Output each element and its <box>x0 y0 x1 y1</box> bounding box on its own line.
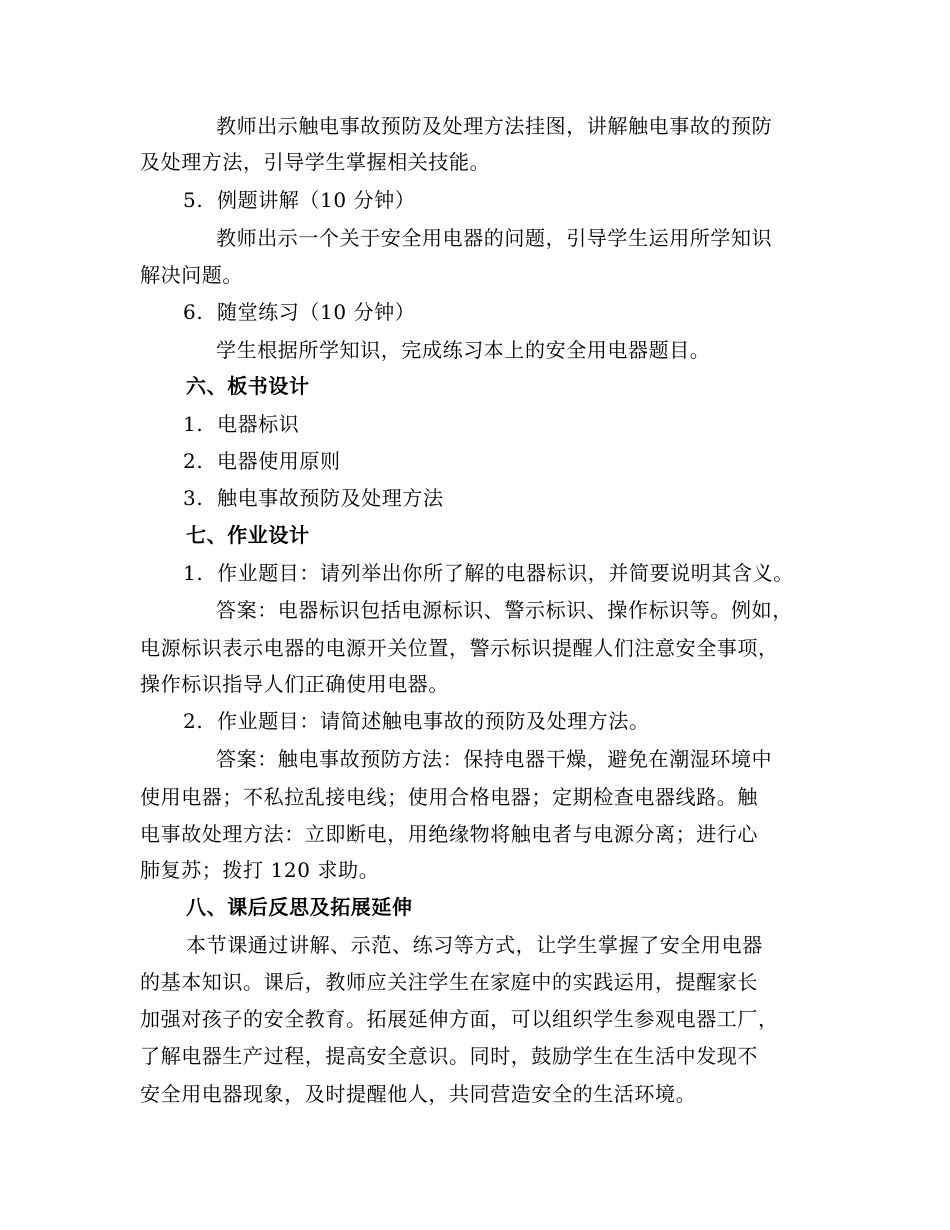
paragraph-line: 安全用电器现象，及时提醒他人，共同营造安全的生活环境。 <box>140 1082 697 1106</box>
list-item <box>183 447 341 475</box>
paragraph-line: 学生根据所学知识，完成练习本上的安全用电器题目。 <box>216 338 711 362</box>
list-number: 1. <box>183 561 204 585</box>
section-heading-8: 八、课后反思及拓展延伸 <box>186 895 413 919</box>
list-number: 2. <box>183 709 204 733</box>
list-text: 电器标识 <box>217 412 300 436</box>
paragraph-line: 教师出示一个关于安全用电器的问题，引导学生运用所学知识 <box>216 226 773 250</box>
question-text: 作业题目：请列举出你所了解的电器标识，并简要说明其含义。 <box>217 561 794 585</box>
list-number: 3. <box>183 486 204 510</box>
paragraph-line: 加强对孩子的安全教育。拓展延伸方面，可以组织学生参观电器工厂， <box>140 1007 779 1031</box>
question-1 <box>183 559 794 587</box>
answer-line: 电事故处理方法：立即断电，用绝缘物将触电者与电源分离；进行心 <box>140 822 758 846</box>
section-heading-6: 六、板书设计 <box>186 374 310 398</box>
question-text: 作业题目：请简述触电事故的预防及处理方法。 <box>217 709 650 733</box>
list-number: 5. <box>183 188 204 212</box>
list-item <box>183 484 444 512</box>
list-text: 电器使用原则 <box>217 449 341 473</box>
answer-line: 操作标识指导人们正确使用电器。 <box>140 672 449 696</box>
answer-line: 答案：电器标识包括电源标识、警示标识、操作标识等。例如， <box>216 598 793 622</box>
paragraph-line: 及处理方法，引导学生掌握相关技能。 <box>140 150 491 174</box>
paragraph-line: 了解电器生产过程，提高安全意识。同时，鼓励学生在生活中发现不 <box>140 1044 758 1068</box>
list-text: 随堂练习（10 分钟） <box>217 300 416 324</box>
answer-line: 肺复苏；拨打 120 求助。 <box>140 858 380 882</box>
list-text: 例题讲解（10 分钟） <box>217 188 416 212</box>
paragraph-line: 解决问题。 <box>140 263 243 287</box>
paragraph-line: 教师出示触电事故预防及处理方法挂图，讲解触电事故的预防 <box>216 114 773 138</box>
section-heading-7: 七、作业设计 <box>186 523 310 547</box>
list-number: 6. <box>183 300 204 324</box>
list-text: 触电事故预防及处理方法 <box>217 486 444 510</box>
list-number: 1. <box>183 412 204 436</box>
list-number: 2. <box>183 449 204 473</box>
paragraph-line: 本节课通过讲解、示范、练习等方式，让学生掌握了安全用电器 <box>186 933 763 957</box>
list-item-6 <box>183 298 415 326</box>
answer-line: 电源标识表示电器的电源开关位置，警示标识提醒人们注意安全事项， <box>140 636 779 660</box>
question-2 <box>183 707 650 735</box>
paragraph-line: 的基本知识。课后，教师应关注学生在家庭中的实践运用，提醒家长 <box>140 970 758 994</box>
list-item <box>183 410 299 438</box>
answer-line: 答案：触电事故预防方法：保持电器干燥，避免在潮湿环境中 <box>216 747 773 771</box>
answer-line: 使用电器；不私拉乱接电线；使用合格电器；定期检查电器线路。触 <box>140 785 758 809</box>
list-item-5 <box>183 186 415 214</box>
